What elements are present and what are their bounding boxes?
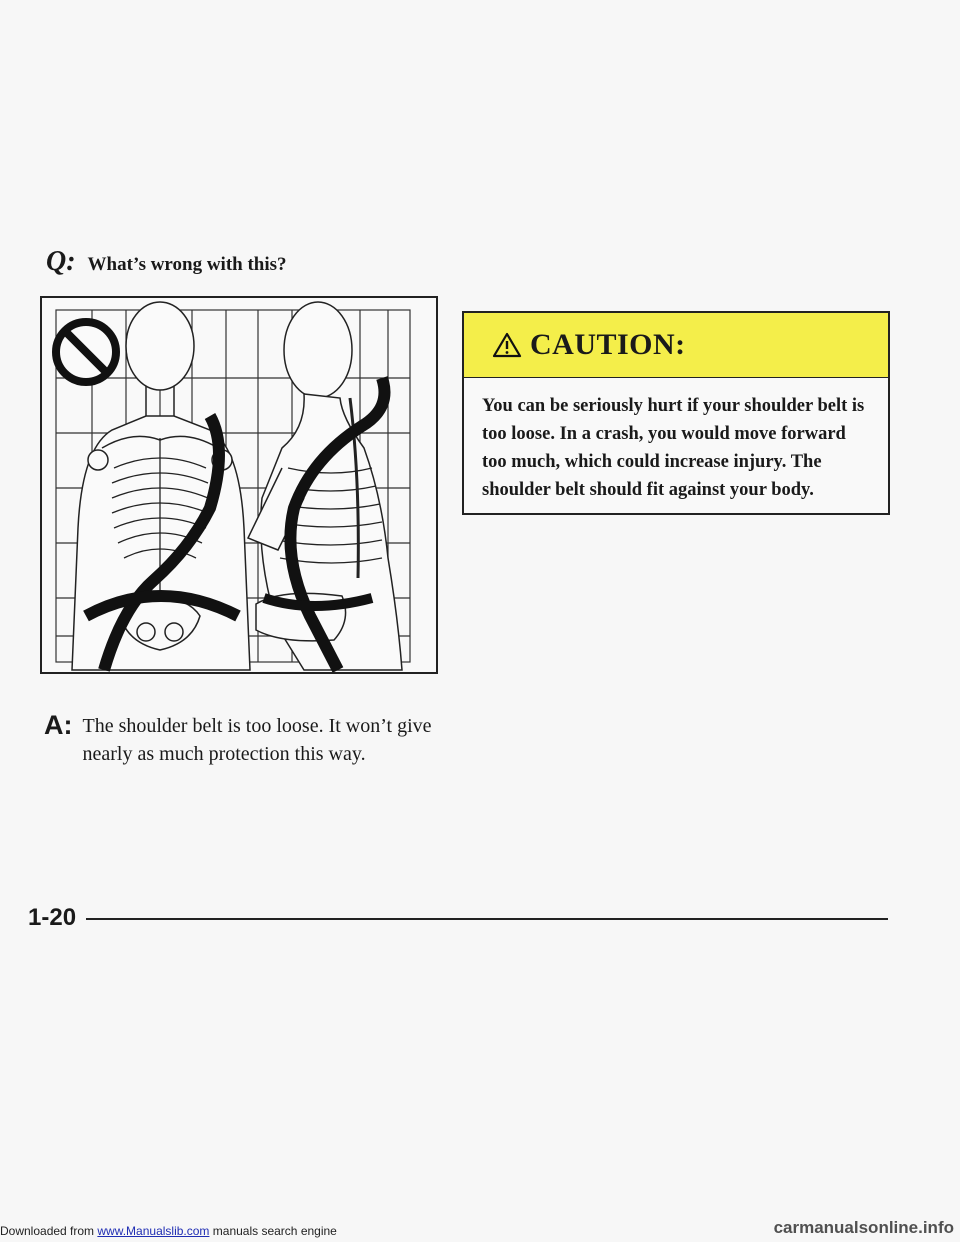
warning-triangle-icon [492,332,522,358]
illustration-frame [40,296,438,674]
answer-line [44,712,464,768]
page-number: 1-20 [28,904,77,931]
watermark: carmanualsonline.info [773,1218,954,1237]
caution-title: CAUTION: [530,328,686,361]
side-figure [248,302,402,670]
footer-suffix: manuals search engine [209,1224,337,1238]
manualslib-link[interactable]: www.Manualslib.com [97,1224,210,1238]
answer-mark: A: [44,710,73,740]
question-line [46,246,287,278]
footer-prefix: Downloaded from [0,1224,98,1238]
question-text: What’s wrong with this? [87,254,287,275]
download-footer [0,1224,337,1238]
caution-body: You can be seriously hurt if your shoulder belt is too loose. In a crash, you would move forward too much, which could increase injury. The shoulder belt should fit against your body. [482,396,865,500]
prohibition-icon [56,322,116,382]
caution-box [462,311,890,515]
answer-text: The shoulder belt is too loose. It won’t give nearly as much protection this way. [82,715,432,765]
caution-header [464,313,888,378]
page-rule [86,918,888,920]
question-mark: Q: [46,246,76,277]
loose-shoulder-belt-illustration [42,298,436,672]
